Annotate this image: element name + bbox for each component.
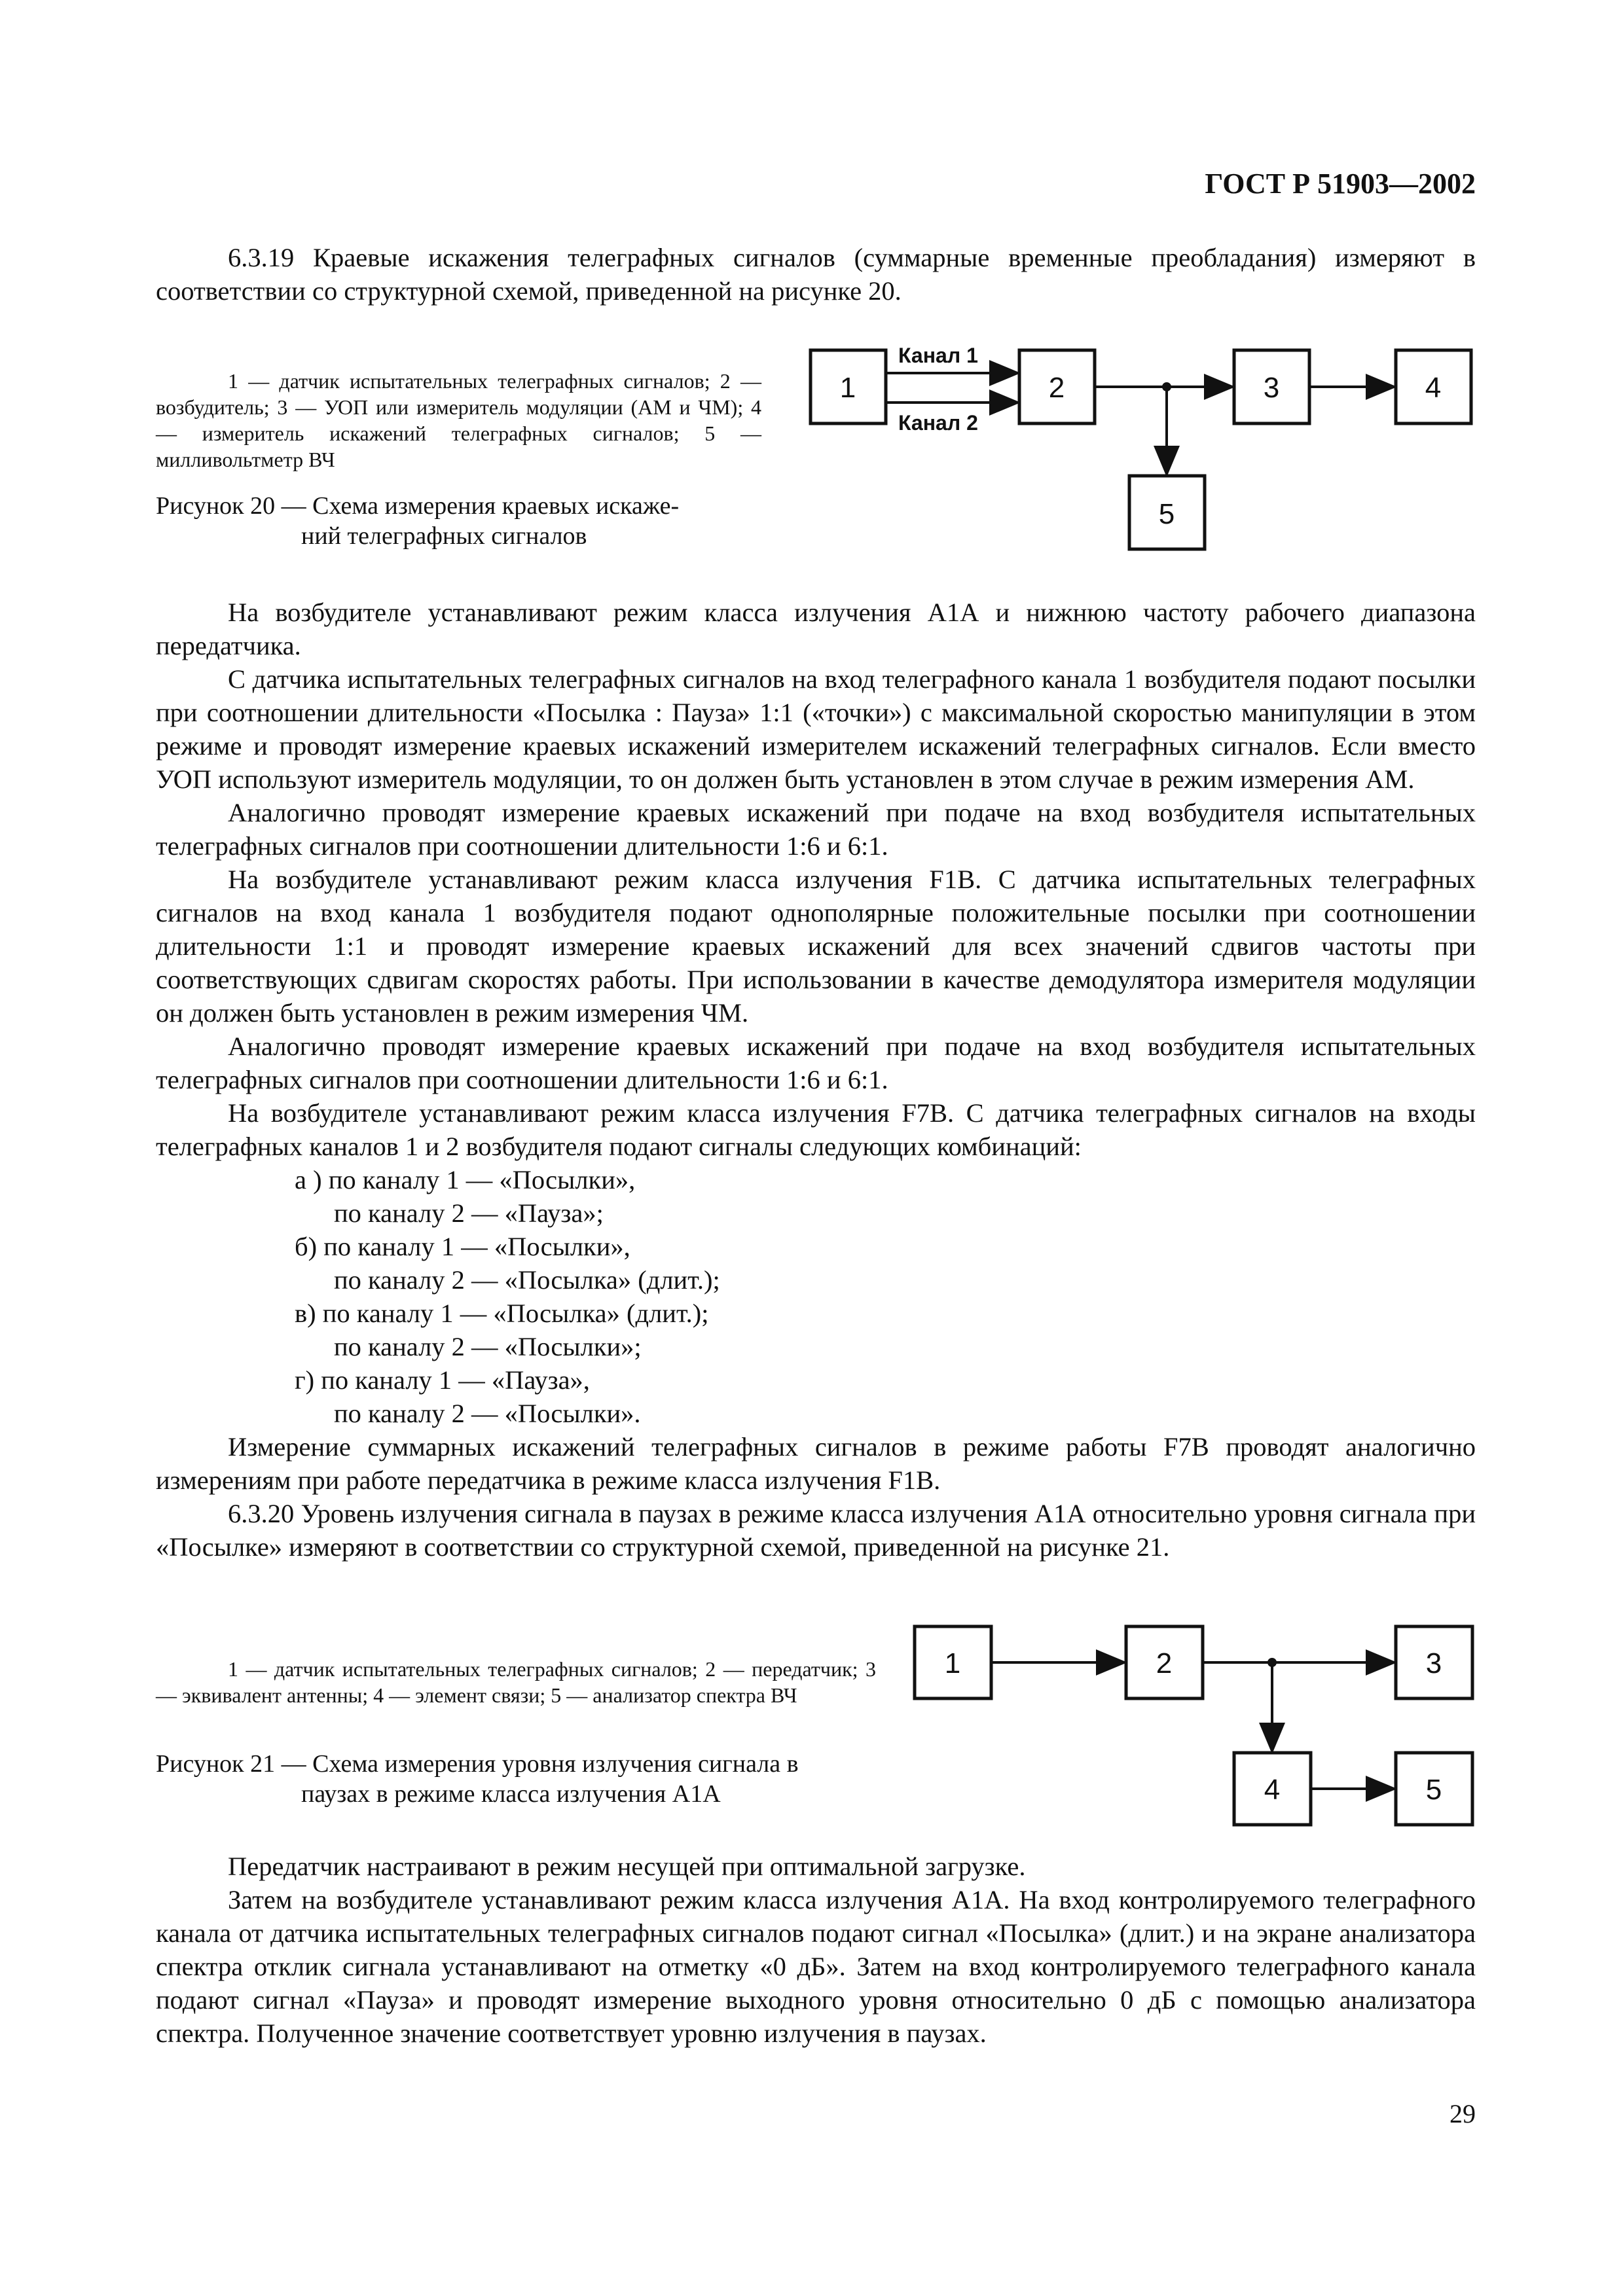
page-number: 29 <box>1450 2099 1476 2128</box>
list-item: по каналу 2 — «Посылки»; <box>334 1332 642 1361</box>
list-item: в) по каналу 1 — «Посылка» (длит.); <box>295 1299 709 1328</box>
fig20-block-5-label: 5 <box>1158 498 1175 530</box>
document-header: ГОСТ Р 51903—2002 <box>1205 168 1476 200</box>
figure-20-diagram <box>799 334 1486 569</box>
paragraph: 6.3.20 Уровень излучения сигнала в паузах в режиме класса излучения А1А относительно уровня сигнала при «Посылке» измеряют в соответствии со структурной схемой, приведенной на рисунке 21. <box>156 1499 1476 1562</box>
fig20-block-2-label: 2 <box>1048 372 1065 404</box>
fig20-junction <box>1162 382 1171 391</box>
fig21-block-2-label: 2 <box>1156 1647 1173 1679</box>
fig20-block-4-label: 4 <box>1425 372 1442 404</box>
body-paragraphs-3 <box>156 1850 1476 2050</box>
list-item: г) по каналу 1 — «Пауза», <box>295 1365 590 1395</box>
fig21-block-1-label: 1 <box>944 1647 961 1679</box>
fig21-junction <box>1267 1658 1277 1667</box>
list-item: по каналу 2 — «Посылки». <box>334 1399 641 1428</box>
fig20-channel2-label: Канал 2 <box>898 411 978 435</box>
figure-21-legend: 1 — датчик испытательных телеграфных сигналов; 2 — передатчик; 3 — эквивалент антенны; 4 — элемент связи; 5 — анализатор спектра ВЧ <box>156 1657 876 1707</box>
fig20-channel1-label: Канал 1 <box>898 344 978 367</box>
list-item: по каналу 2 — «Пауза»; <box>334 1198 604 1228</box>
list-item: по каналу 2 — «Посылка» (длит.); <box>334 1265 720 1295</box>
paragraph: 6.3.19 Краевые искажения телеграфных сигналов (суммарные временные преобладания) измеряют в соответствии со структурной схемой, приведенной на рисунке 20. <box>156 243 1476 306</box>
fig21-block-3-label: 3 <box>1425 1647 1442 1679</box>
list-item: а ) по каналу 1 — «Посылки», <box>295 1165 636 1194</box>
fig21-block-4-label: 4 <box>1264 1774 1281 1806</box>
fig20-block-1-label: 1 <box>839 372 856 404</box>
paragraph: Измерение суммарных искажений телеграфных сигналов в режиме работы F7B проводят аналогично измерениям при работе передатчика в режиме класса излучения F1B. <box>156 1432 1476 1495</box>
paragraph: С датчика испытательных телеграфных сигналов на вход телеграфного канала 1 возбудителя подают посылки при соотношении длительности «Посылка : Пауза» 1:1 («точки») с максимальной скоростью манипуляции в этом режиме и проводят измерение краевых искажений измерителем искажений телеграфных сигналов. Если вместо УОП используют измеритель модуляции, то он должен быть установлен в этом случае в режим измерения АМ. <box>156 664 1476 794</box>
paragraph: На возбудителе устанавливают режим класса излучения F1B. С датчика испытательных телеграфных сигналов на вход канала 1 возбудителя подают однополярные положительные посылки при соотношении длительности 1:1 и проводят измерение краевых искажений для всех значений сдвигов частоты при соответствующих сдвигам скоростях работы. При использовании в качестве демодулятора измерителя модуляции он должен быть установлен в режим измерения ЧМ. <box>156 865 1476 1028</box>
figure-21-diagram <box>903 1610 1486 1833</box>
paragraph: На возбудителе устанавливают режим класса излучения F7B. С датчика телеграфных сигналов на входы телеграфных каналов 1 и 2 возбудителя подают сигналы следующих комбинаций: <box>156 1098 1476 1161</box>
figure-20-legend: 1 — датчик испытательных телеграфных сигналов; 2 — возбудитель; 3 — УОП или измеритель модуляции (АМ и ЧМ); 4 — измеритель искажений телеграфных сигналов; 5 — милливольтметр ВЧ <box>156 369 761 471</box>
fig20-block-3-label: 3 <box>1263 372 1280 404</box>
fig21-block-5-label: 5 <box>1425 1774 1442 1806</box>
list-item: б) по каналу 1 — «Посылки», <box>295 1232 630 1261</box>
paragraph: Аналогично проводят измерение краевых искажений при подаче на вход возбудителя испытательных телеграфных сигналов при соотношении длительности 1:6 и 6:1. <box>156 798 1476 861</box>
figure-20-caption: Рисунок 20 — Схема измерения краевых искаже- ний телеграфных сигналов <box>156 492 680 550</box>
paragraph: Передатчик настраивают в режим несущей при оптимальной загрузке. <box>228 1852 1026 1881</box>
paragraph: Затем на возбудителе устанавливают режим класса излучения А1А. На вход контролируемого телеграфного канала от датчика испытательных телеграфных сигналов подают сигнал «Посылка» (длит.) и на экране анализатора спектра отклик сигнала устанавливают на отметку «0 дБ». Затем на вход контролируемого телеграфного канала подают сигнал «Пауза» и проводят измерение выходного уровня относительно 0 дБ с помощью анализатора спектра. Полученное значение соответствует уровню излучения в паузах. <box>156 1885 1476 2048</box>
paragraph: Аналогично проводят измерение краевых искажений при подаче на вход возбудителя испытательных телеграфных сигналов при соотношении длительности 1:6 и 6:1. <box>156 1031 1476 1094</box>
figure-21-caption: Рисунок 21 — Схема измерения уровня излучения сигнала в паузах в режиме класса излучения А1А <box>156 1750 799 1808</box>
section-6-3-19-intro <box>156 241 1476 308</box>
body-paragraphs-1 <box>156 596 1476 1564</box>
paragraph: На возбудителе устанавливают режим класса излучения А1А и нижнюю частоту рабочего диапазона передатчика. <box>156 598 1476 660</box>
